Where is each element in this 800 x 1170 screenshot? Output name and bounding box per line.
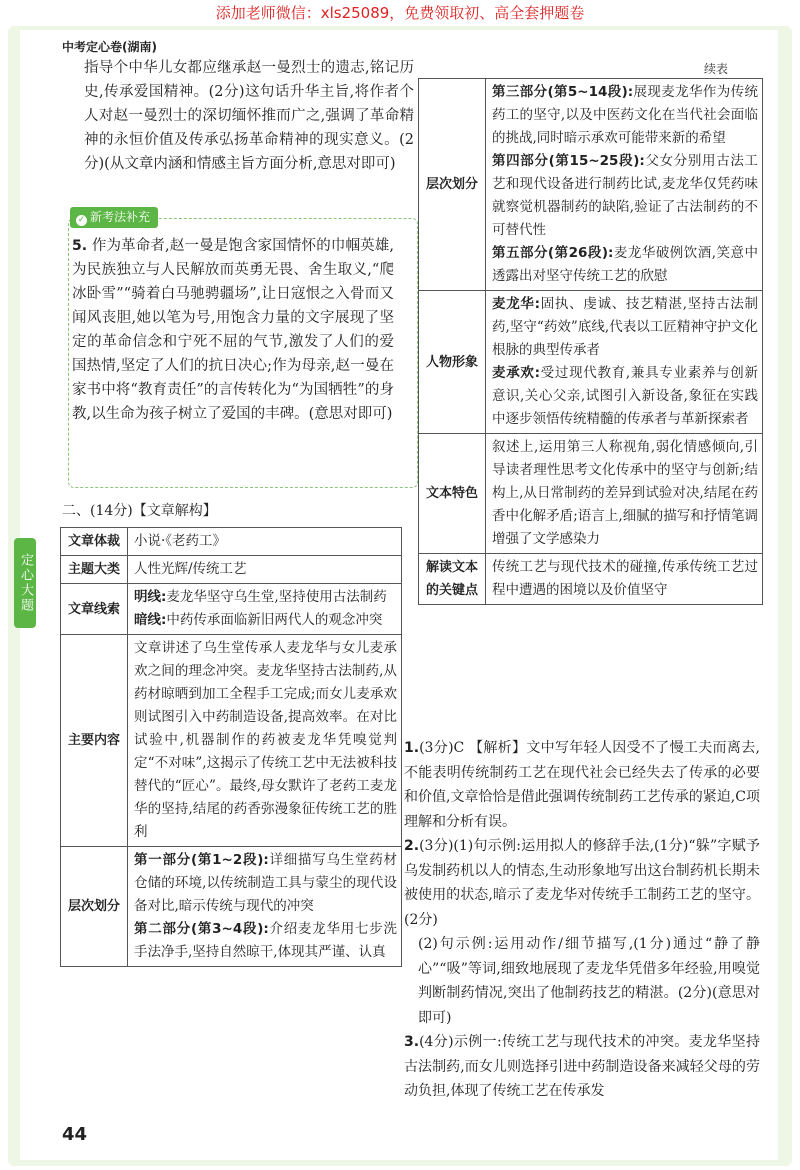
row-label: 层次划分 [419, 79, 486, 291]
row-label: 解读文本的关键点 [419, 554, 486, 605]
row-value [486, 79, 763, 291]
answers-block [404, 736, 760, 1104]
answer-number: 2. [404, 838, 420, 854]
clue-text: 麦龙华坚守乌生堂,坚持使用古法制药 [166, 589, 387, 605]
char-key: 麦承欢: [492, 365, 540, 381]
part-key: 第二部分(第3~4段): [134, 921, 269, 937]
char-text: 受过现代教育,兼具专业素养与创新意识,关心父亲,试图引入新设备,象征在实践中逐步领悟传统精髓的传承者与革新探索者 [492, 365, 758, 427]
table-row [419, 554, 763, 605]
page-number: 44 [62, 1124, 88, 1145]
table-row [419, 79, 763, 291]
row-value [486, 291, 763, 434]
row-label: 人物形象 [419, 291, 486, 434]
row-value: 人性光辉/传统工艺 [128, 556, 402, 584]
part-text: 麦龙华破例饮酒,笑意中透露出对坚守传统工艺的欣慰 [492, 245, 758, 284]
question-5 [72, 234, 394, 426]
row-value [128, 847, 402, 967]
answer-text: (4分)示例一:传统工艺与现代技术的冲突。麦龙华坚持古法制药,而女儿则选择引进中药制造设备来减轻父母的劳动负担,体现了传统工艺在传承发 [404, 1034, 760, 1099]
structure-table-left [60, 527, 402, 967]
badge-label: 新考法补充 [90, 210, 151, 224]
part-text: 介绍麦龙华用七步洗手法净手,坚持自然晾干,体现其严谨、认真 [134, 921, 397, 960]
check-icon: ✓ [77, 215, 86, 225]
char-key: 麦龙华: [492, 296, 540, 312]
table-row [61, 528, 402, 556]
row-label: 文本特色 [419, 434, 486, 554]
intro-paragraph: 指导个中华儿女都应继承赵一曼烈士的遗志,铭记历史,传承爱国精神。(2分)这句话升华主旨,将作者个人对赵一曼烈士的深切缅怀推而广之,强调了革命精神的永恒价值及传承弘扬革命精神的现实意义。(2分)(从文章内涵和情感主旨方面分析,意思对即可) [84, 60, 414, 172]
structure-table-right [418, 78, 763, 605]
part-text: 展现麦龙华作为传统药工的坚守,以及中医药文化在当代社会面临的挑战,同时暗示承欢可能带来新的希望 [492, 84, 759, 146]
answer-item [404, 1030, 760, 1104]
table-row [61, 635, 402, 847]
question-number: 5. [72, 238, 88, 254]
row-label: 层次划分 [61, 847, 128, 967]
clue-key: 暗线: [134, 612, 167, 628]
row-value [128, 584, 402, 635]
clue-key: 明线: [134, 589, 167, 605]
table-row [419, 434, 763, 554]
running-header: 中考定心卷(湖南) [62, 40, 157, 54]
table-row [61, 847, 402, 967]
row-label: 主题大类 [61, 556, 128, 584]
row-value: 叙述上,运用第三人称视角,弱化情感倾向,引导读者理性思考文化传承中的坚守与创新;结构上,从日常制药的差异到试验对决,结尾在药香中化解矛盾;语言上,细腻的描写和抒情笔调增强了文学感染力 [486, 434, 763, 554]
part-key: 第一部分(第1~2段): [134, 852, 269, 868]
table-row [419, 291, 763, 434]
char-text: 固执、虔诚、技艺精湛,坚持古法制药,坚守“药效”底线,代表以工匠精神守护文化根脉的典型传承者 [492, 296, 758, 358]
answer-item [404, 834, 760, 932]
clue-text: 中药传承面临新旧两代人的观念冲突 [166, 612, 383, 628]
part-text: 详细描写乌生堂药材仓储的环境,以传统制造工具与蒙尘的现代设备对比,暗示传统与现代的冲突 [134, 852, 397, 914]
section-title: 二、(14分)【文章解构】 [62, 503, 217, 519]
table-row [61, 556, 402, 584]
continued-label: 续表 [704, 62, 729, 76]
answer-item [404, 932, 760, 1030]
row-label: 主要内容 [61, 635, 128, 847]
row-value: 传统工艺与现代技术的碰撞,传承传统工艺过程中遭遇的困境以及价值坚守 [486, 554, 763, 605]
question-text: 作为革命者,赵一曼是饱含家国情怀的巾帼英雄,为民族独立与人民解放而英勇无畏、舍生取义,“爬冰卧雪”“骑着白马驰骋疆场”,让日寇恨之入骨而又闻风丧胆,她以笔为号,用饱含力量的文字展现了坚定的革命信念和宁死不屈的气节,激发了人们的爱国热情,坚定了人们的抗日决心;作为母亲,赵一曼在家书中将“教育责任”的言传转化为“为国牺牲”的身教,以生命为孩子树立了爱国的丰碑。(意思对即可) [72, 238, 395, 422]
row-value: 小说·《老药工》 [128, 528, 402, 556]
answer-text: (2)句示例:运用动作/细节描写,(1分)通过“静了静心”“吸”等词,细致地展现了麦龙华凭借多年经验,用嗅觉判断制药情况,突出了他制药技艺的精湛。(2分)(意思对即可) [418, 936, 760, 1026]
part-text: 父女分别用古法工艺和现代设备进行制药比试,麦龙华仅凭药味就察觉机器制药的缺陷,验证了古法制药的不可替代性 [492, 153, 758, 238]
promo-banner: 添加老师微信：xls25089，免费领取初、高全套押题卷 [215, 4, 585, 22]
answer-number: 3. [404, 1034, 420, 1050]
row-label: 文章体裁 [61, 528, 128, 556]
side-tab: 定心大题 [14, 538, 36, 628]
supplement-badge [70, 207, 158, 228]
answer-text: (3分)C 【解析】文中写年轻人因受不了慢工夫而离去,不能表明传统制药工艺在现代社会已经失去了传承的必要和价值,文章恰恰是借此强调传统制药工艺传承的紧迫,C项理解和分析有误。 [404, 740, 760, 830]
table-row [61, 584, 402, 635]
part-key: 第四部分(第15~25段): [492, 153, 645, 169]
part-key: 第三部分(第5~14段): [492, 84, 634, 100]
row-label: 文章线索 [61, 584, 128, 635]
row-value: 文章讲述了乌生堂传承人麦龙华与女儿麦承欢之间的理念冲突。麦龙华坚持古法制药,从药材晾晒到加工全程手工完成;而女儿麦承欢则试图引入中药制造设备,提高效率。在对比试验中,机器制作的药被麦龙华凭嗅觉判定“不对味”,这揭示了传统工艺中无法被科技替代的“匠心”。最终,母女默许了老药工麦龙华的坚持,结尾的药香弥漫象征传统工艺的胜利 [128, 635, 402, 847]
part-key: 第五部分(第26段): [492, 245, 614, 261]
answer-number: 1. [404, 740, 420, 756]
answer-item [404, 736, 760, 834]
answer-text: (3分)(1)句示例:运用拟人的修辞手法,(1分)“躲”字赋予乌发制药机以人的情态,生动形象地写出这台制药机长期未被使用的状态,暗示了麦龙华对传统手工制药工艺的坚守。(2分) [404, 838, 760, 928]
